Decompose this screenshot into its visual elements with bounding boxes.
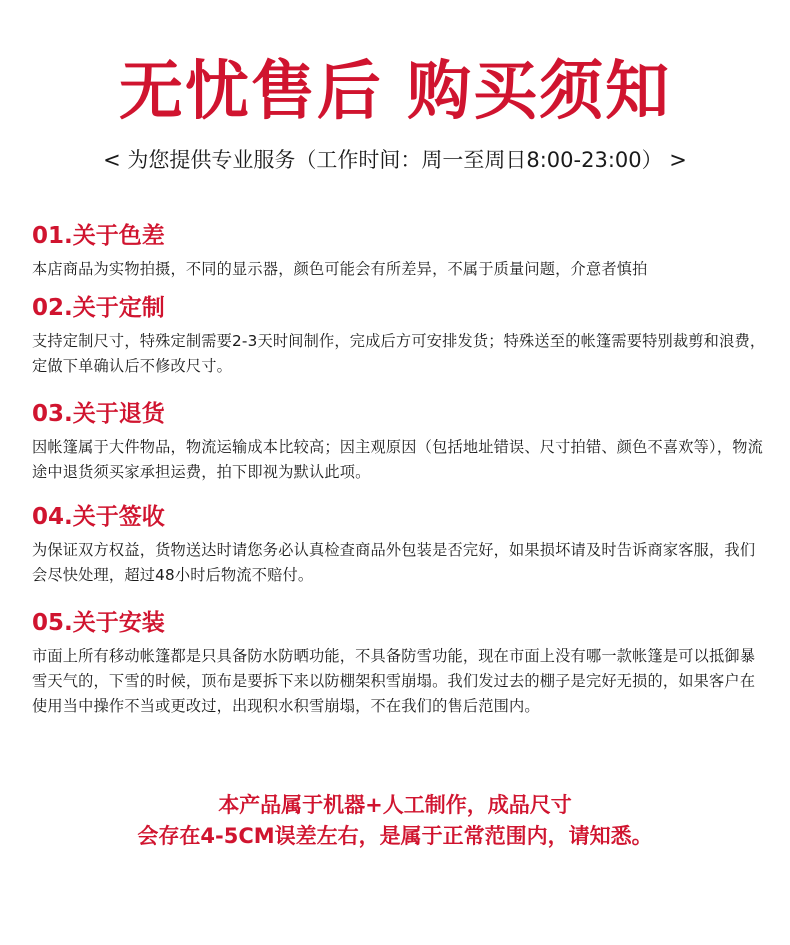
section-heading: 05.关于安装 bbox=[32, 610, 165, 636]
section-heading: 01.关于色差 bbox=[32, 223, 165, 249]
section-heading: 02.关于定制 bbox=[32, 295, 165, 321]
service-hours-subtitle: < 为您提供专业服务（工作时间：周一至周日8:00-23:00） > bbox=[103, 148, 687, 172]
footer-line-1: 本产品属于机器+人工制作，成品尺寸 bbox=[218, 793, 572, 817]
page-title: 无忧售后 购买须知 bbox=[118, 55, 672, 129]
section-color-difference bbox=[32, 221, 767, 282]
section-body: 因帐篷属于大件物品，物流运输成本比较高；因主观原因（包括地址错误、尺寸拍错、颜色不喜欢等），物流途中退货须买家承担运费，拍下即视为默认此项。 bbox=[32, 438, 763, 481]
section-heading: 04.关于签收 bbox=[32, 504, 165, 530]
section-heading: 03.关于退货 bbox=[32, 401, 165, 427]
section-body: 支持定制尺寸，特殊定制需要2-3天时间制作，完成后方可安排发货；特殊送至的帐篷需要特别裁剪和浪费，定做下单确认后不修改尺寸。 bbox=[32, 332, 766, 375]
section-returns bbox=[32, 399, 767, 485]
footer-line-2: 会存在4-5CM误差左右，是属于正常范围内，请知悉。 bbox=[137, 824, 653, 848]
section-body: 市面上所有移动帐篷都是只具备防水防晒功能，不具备防雪功能，现在市面上没有哪一款帐篷是可以抵御暴雪天气的，下雪的时候，顶布是要拆下来以防棚架积雪崩塌。我们发过去的棚子是完好无损的，如果客户在使用当中操作不当或更改过，出现积水积雪崩塌，不在我们的售后范围内。 bbox=[32, 647, 756, 715]
section-delivery-receipt bbox=[32, 502, 767, 588]
section-body: 本店商品为实物拍摄，不同的显示器，颜色可能会有所差异，不属于质量问题，介意者慎拍 bbox=[32, 260, 648, 278]
size-tolerance-notice bbox=[0, 790, 790, 852]
section-body: 为保证双方权益，货物送达时请您务必认真检查商品外包装是否完好，如果损坏请及时告诉商家客服，我们会尽快处理，超过48小时后物流不赔付。 bbox=[32, 541, 756, 584]
section-customization bbox=[32, 293, 767, 379]
section-installation bbox=[32, 608, 767, 719]
